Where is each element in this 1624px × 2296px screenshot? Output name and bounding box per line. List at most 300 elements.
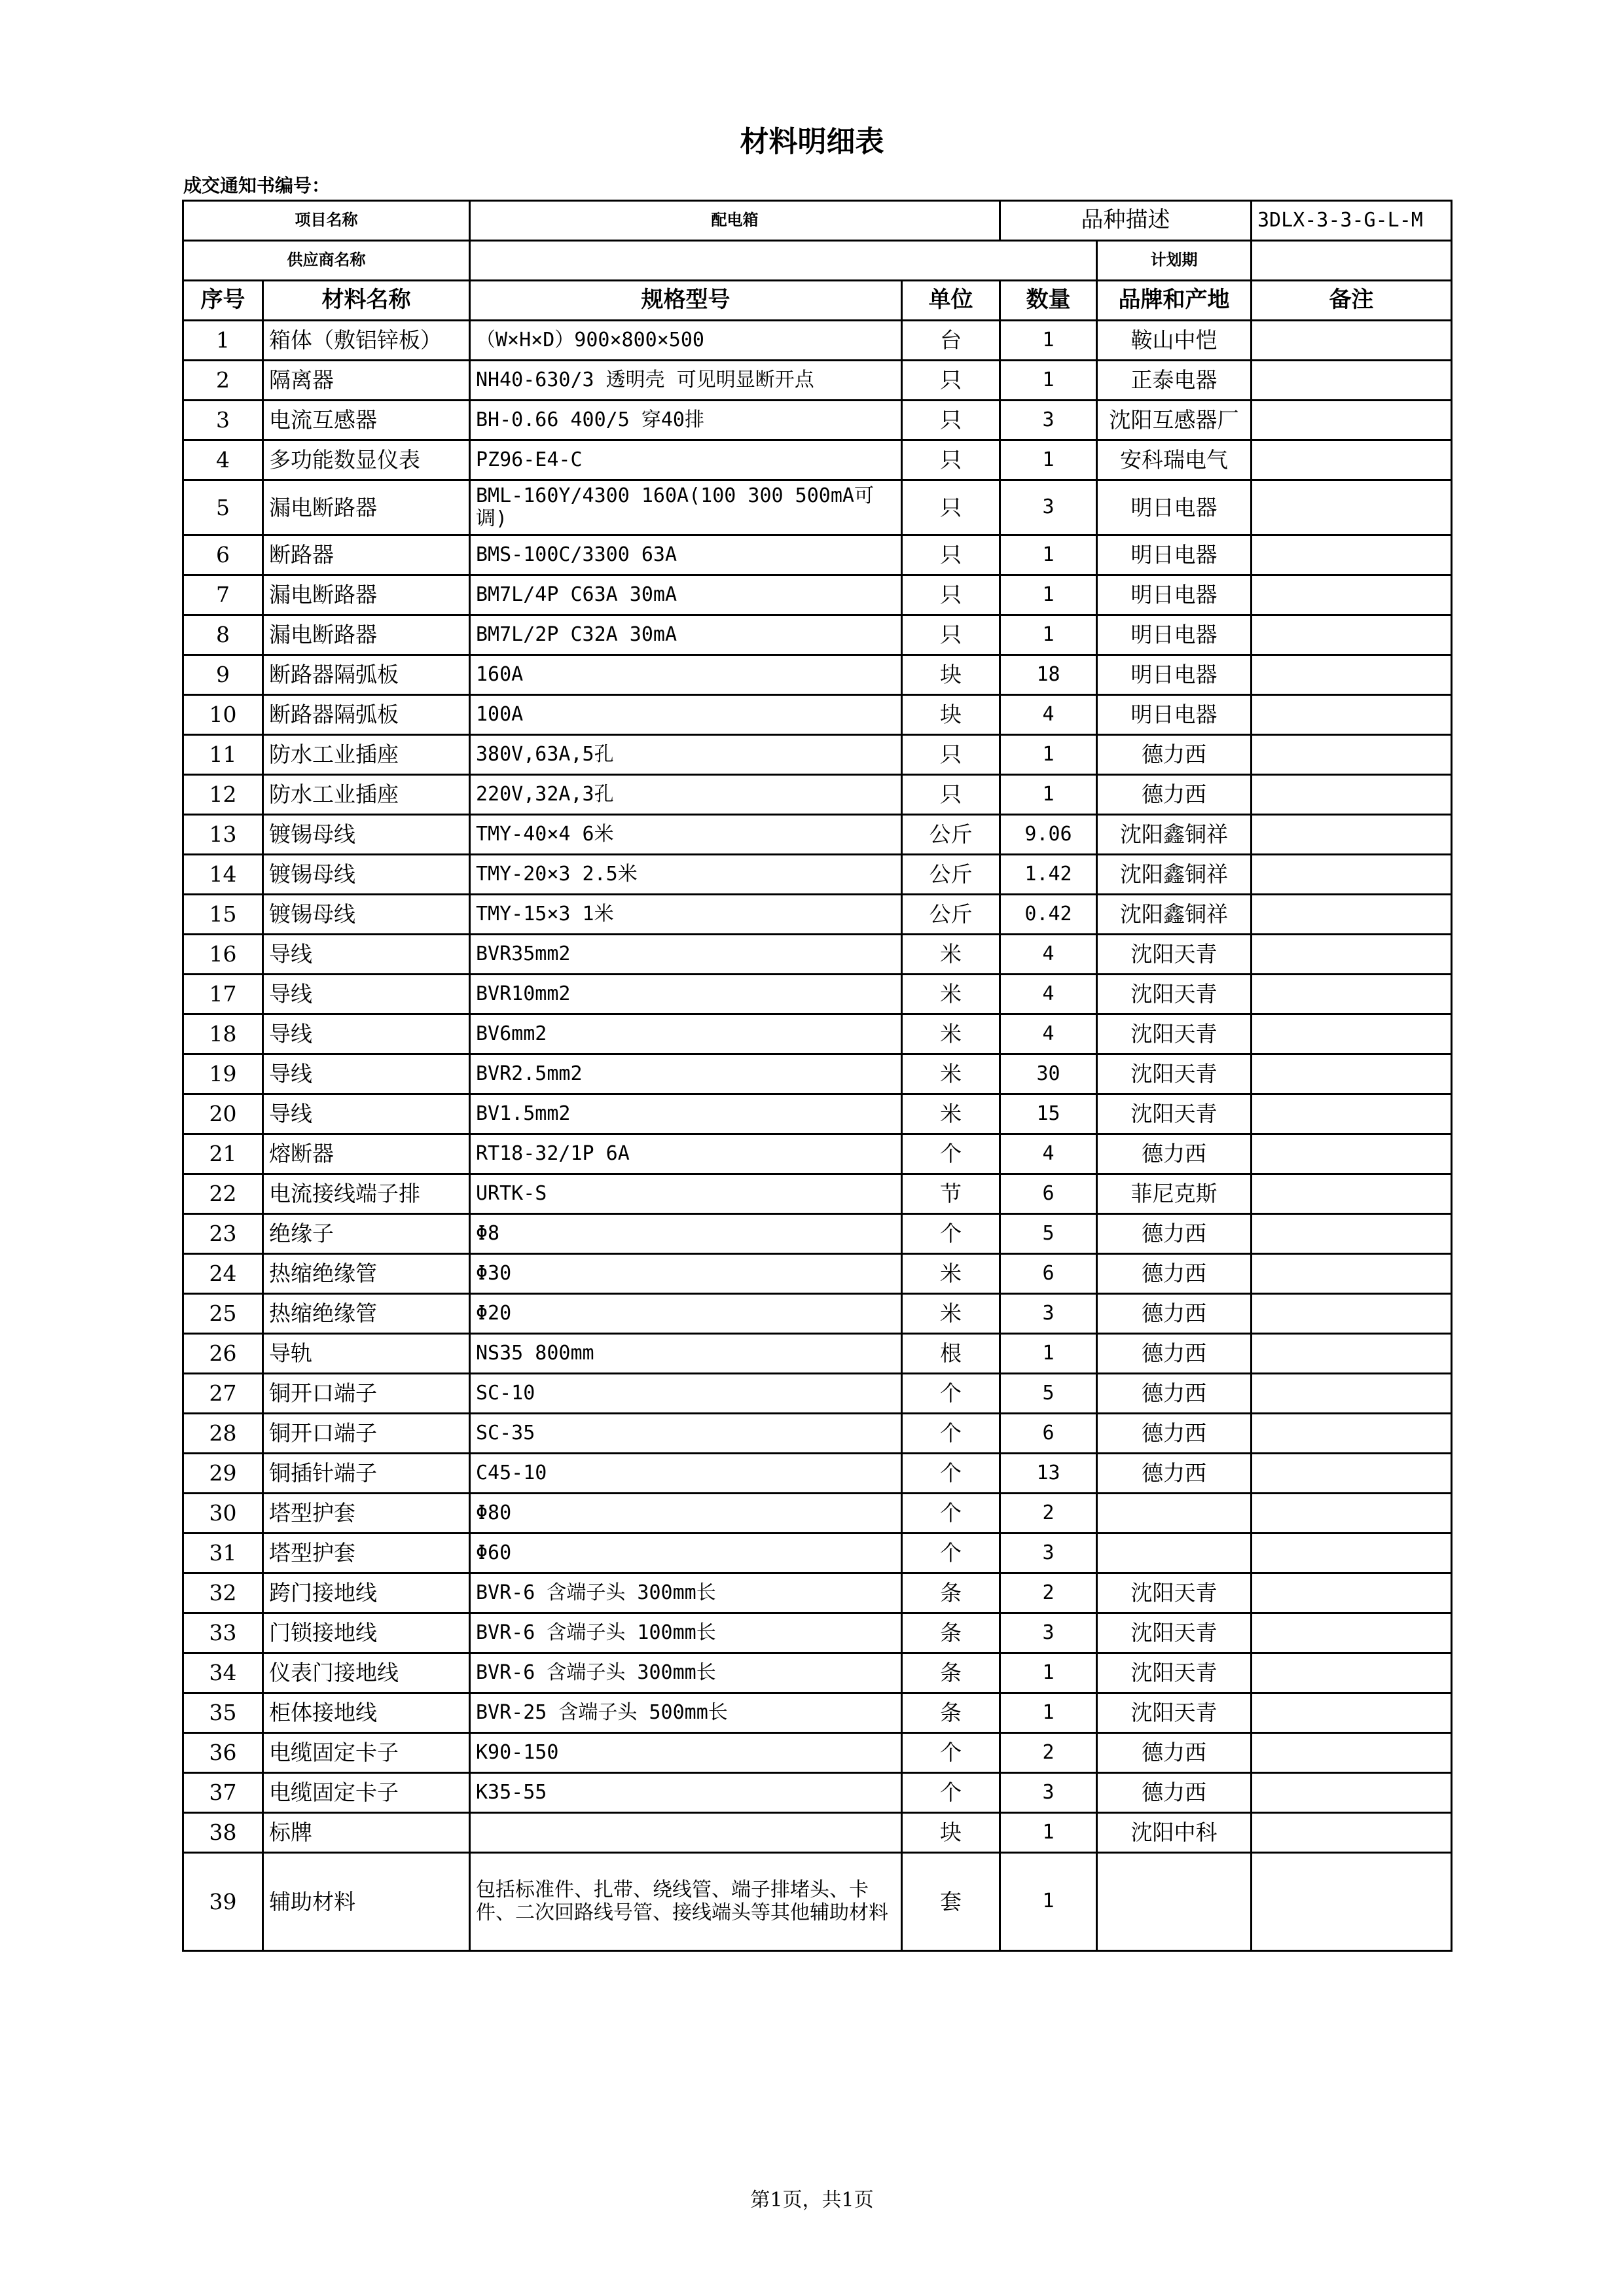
cell-qty: 1 — [1000, 1653, 1097, 1693]
cell-no: 26 — [183, 1334, 263, 1374]
column-header-row — [183, 281, 1452, 321]
table-row — [183, 535, 1452, 575]
supplier-value — [470, 241, 1097, 281]
cell-unit: 米 — [902, 1014, 1000, 1054]
cell-qty: 1.42 — [1000, 855, 1097, 895]
cell-brand: 沈阳天青 — [1097, 1613, 1252, 1653]
cell-brand: 沈阳天青 — [1097, 1573, 1252, 1613]
table-row — [183, 1174, 1452, 1214]
cell-spec: RT18-32/1P 6A — [470, 1134, 902, 1174]
cell-name: 跨门接地线 — [263, 1573, 470, 1613]
table-row — [183, 480, 1452, 535]
cell-qty: 9.06 — [1000, 815, 1097, 855]
cell-no: 10 — [183, 695, 263, 735]
cell-brand: 德力西 — [1097, 1334, 1252, 1374]
cell-spec: BM7L/4P C63A 30mA — [470, 575, 902, 615]
cell-no: 18 — [183, 1014, 263, 1054]
notice-number-label: 成交通知书编号： — [183, 175, 331, 196]
cell-spec: BV1.5mm2 — [470, 1094, 902, 1134]
cell-no: 36 — [183, 1733, 263, 1773]
cell-qty: 4 — [1000, 975, 1097, 1014]
col-header-no: 序号 — [183, 281, 263, 321]
cell-no: 7 — [183, 575, 263, 615]
cell-qty: 6 — [1000, 1414, 1097, 1454]
cell-no: 15 — [183, 895, 263, 935]
cell-brand: 沈阳鑫铜祥 — [1097, 855, 1252, 895]
cell-spec: SC-35 — [470, 1414, 902, 1454]
cell-name: 断路器 — [263, 535, 470, 575]
cell-unit: 根 — [902, 1334, 1000, 1374]
cell-qty: 3 — [1000, 401, 1097, 440]
cell-name: 多功能数显仪表 — [263, 440, 470, 480]
cell-qty: 1 — [1000, 1693, 1097, 1733]
cell-unit: 个 — [902, 1374, 1000, 1414]
table-row — [183, 735, 1452, 775]
table-row — [183, 1534, 1452, 1573]
cell-unit: 公斤 — [902, 895, 1000, 935]
cell-no: 39 — [183, 1853, 263, 1951]
cell-remark — [1252, 695, 1452, 735]
cell-spec: K90-150 — [470, 1733, 902, 1773]
cell-brand — [1097, 1494, 1252, 1534]
table-row — [183, 1094, 1452, 1134]
cell-unit: 只 — [902, 440, 1000, 480]
cell-qty: 1 — [1000, 321, 1097, 361]
cell-unit: 块 — [902, 1813, 1000, 1853]
cell-brand: 菲尼克斯 — [1097, 1174, 1252, 1214]
cell-brand: 德力西 — [1097, 1733, 1252, 1773]
cell-name: 防水工业插座 — [263, 775, 470, 815]
cell-qty: 3 — [1000, 1534, 1097, 1573]
cell-remark — [1252, 1653, 1452, 1693]
table-row — [183, 895, 1452, 935]
cell-remark — [1252, 1294, 1452, 1334]
cell-no: 8 — [183, 615, 263, 655]
cell-qty: 0.42 — [1000, 895, 1097, 935]
cell-spec: BVR-6 含端子头 100mm长 — [470, 1613, 902, 1653]
cell-spec: NH40-630/3 透明壳 可见明显断开点 — [470, 361, 902, 401]
cell-remark — [1252, 935, 1452, 975]
cell-name: 热缩绝缘管 — [263, 1254, 470, 1294]
cell-unit: 公斤 — [902, 855, 1000, 895]
cell-qty: 6 — [1000, 1174, 1097, 1214]
col-header-unit: 单位 — [902, 281, 1000, 321]
cell-name: 导线 — [263, 1014, 470, 1054]
cell-name: 柜体接地线 — [263, 1693, 470, 1733]
cell-no: 20 — [183, 1094, 263, 1134]
cell-name: 导线 — [263, 1094, 470, 1134]
cell-unit: 节 — [902, 1174, 1000, 1214]
cell-spec: BMS-100C/3300 63A — [470, 535, 902, 575]
cell-brand: 明日电器 — [1097, 575, 1252, 615]
cell-unit: 台 — [902, 321, 1000, 361]
cell-brand — [1097, 1534, 1252, 1573]
cell-qty: 3 — [1000, 1773, 1097, 1813]
variety-value: 3DLX-3-3-G-L-M — [1252, 201, 1452, 241]
cell-qty: 3 — [1000, 1613, 1097, 1653]
cell-unit: 公斤 — [902, 815, 1000, 855]
table-row — [183, 440, 1452, 480]
cell-spec: K35-55 — [470, 1773, 902, 1813]
cell-remark — [1252, 895, 1452, 935]
cell-brand: 明日电器 — [1097, 615, 1252, 655]
cell-no: 19 — [183, 1054, 263, 1094]
cell-spec — [470, 1813, 902, 1853]
cell-unit: 套 — [902, 1853, 1000, 1951]
cell-remark — [1252, 1054, 1452, 1094]
cell-spec: NS35 800mm — [470, 1334, 902, 1374]
cell-brand: 沈阳天青 — [1097, 1693, 1252, 1733]
cell-qty: 1 — [1000, 440, 1097, 480]
cell-no: 35 — [183, 1693, 263, 1733]
cell-no: 32 — [183, 1573, 263, 1613]
cell-unit: 条 — [902, 1653, 1000, 1693]
cell-name: 铜开口端子 — [263, 1414, 470, 1454]
cell-remark — [1252, 1254, 1452, 1294]
cell-brand: 沈阳天青 — [1097, 975, 1252, 1014]
cell-no: 24 — [183, 1254, 263, 1294]
table-row — [183, 1014, 1452, 1054]
cell-qty: 4 — [1000, 695, 1097, 735]
cell-no: 22 — [183, 1174, 263, 1214]
cell-brand: 德力西 — [1097, 1454, 1252, 1494]
cell-qty: 1 — [1000, 775, 1097, 815]
table-row — [183, 1254, 1452, 1294]
cell-remark — [1252, 655, 1452, 695]
cell-name: 门锁接地线 — [263, 1613, 470, 1653]
cell-qty: 1 — [1000, 615, 1097, 655]
cell-unit: 米 — [902, 1294, 1000, 1334]
cell-remark — [1252, 1494, 1452, 1534]
table-row — [183, 975, 1452, 1014]
cell-no: 14 — [183, 855, 263, 895]
material-table-body — [183, 201, 1452, 1951]
cell-qty: 1 — [1000, 735, 1097, 775]
cell-unit: 条 — [902, 1613, 1000, 1653]
table-row — [183, 775, 1452, 815]
cell-no: 21 — [183, 1134, 263, 1174]
cell-no: 12 — [183, 775, 263, 815]
cell-unit: 个 — [902, 1733, 1000, 1773]
cell-spec: BVR-6 含端子头 300mm长 — [470, 1573, 902, 1613]
cell-qty: 18 — [1000, 655, 1097, 695]
cell-brand: 沈阳天青 — [1097, 935, 1252, 975]
cell-qty: 2 — [1000, 1573, 1097, 1613]
cell-brand: 明日电器 — [1097, 535, 1252, 575]
cell-no: 34 — [183, 1653, 263, 1693]
project-value: 配电箱 — [470, 201, 1000, 241]
cell-name: 熔断器 — [263, 1134, 470, 1174]
variety-label: 品种描述 — [1000, 201, 1252, 241]
cell-brand: 鞍山中恺 — [1097, 321, 1252, 361]
cell-name: 辅助材料 — [263, 1853, 470, 1951]
cell-qty: 1 — [1000, 535, 1097, 575]
cell-remark — [1252, 1094, 1452, 1134]
cell-name: 塔型护套 — [263, 1534, 470, 1573]
cell-remark — [1252, 535, 1452, 575]
supplier-row — [183, 241, 1452, 281]
cell-remark — [1252, 1534, 1452, 1573]
cell-spec: BV6mm2 — [470, 1014, 902, 1054]
cell-remark — [1252, 855, 1452, 895]
cell-spec: BVR10mm2 — [470, 975, 902, 1014]
col-header-qty: 数量 — [1000, 281, 1097, 321]
cell-remark — [1252, 1813, 1452, 1853]
cell-spec: Φ30 — [470, 1254, 902, 1294]
cell-qty: 4 — [1000, 935, 1097, 975]
cell-name: 电缆固定卡子 — [263, 1773, 470, 1813]
cell-name: 铜插针端子 — [263, 1454, 470, 1494]
cell-brand: 明日电器 — [1097, 655, 1252, 695]
cell-qty: 1 — [1000, 1853, 1097, 1951]
cell-spec: Φ20 — [470, 1294, 902, 1334]
cell-name: 断路器隔弧板 — [263, 695, 470, 735]
cell-qty: 5 — [1000, 1214, 1097, 1254]
cell-spec: 380V,63A,5孔 — [470, 735, 902, 775]
table-row — [183, 1414, 1452, 1454]
table-row — [183, 1334, 1452, 1374]
cell-name: 塔型护套 — [263, 1494, 470, 1534]
col-header-brand: 品牌和产地 — [1097, 281, 1252, 321]
cell-no: 9 — [183, 655, 263, 695]
table-row — [183, 1294, 1452, 1334]
cell-qty: 5 — [1000, 1374, 1097, 1414]
cell-name: 镀锡母线 — [263, 815, 470, 855]
cell-unit: 只 — [902, 480, 1000, 535]
table-row — [183, 815, 1452, 855]
cell-no: 2 — [183, 361, 263, 401]
cell-remark — [1252, 735, 1452, 775]
cell-brand: 德力西 — [1097, 1374, 1252, 1414]
cell-no: 23 — [183, 1214, 263, 1254]
cell-unit: 米 — [902, 935, 1000, 975]
cell-no: 29 — [183, 1454, 263, 1494]
cell-unit: 个 — [902, 1134, 1000, 1174]
table-row — [183, 1733, 1452, 1773]
cell-brand: 明日电器 — [1097, 480, 1252, 535]
cell-brand: 德力西 — [1097, 1294, 1252, 1334]
page-title: 材料明细表 — [740, 125, 884, 158]
cell-remark — [1252, 1134, 1452, 1174]
cell-spec: 包括标准件、扎带、绕线管、端子排堵头、卡件、二次回路线号管、接线端头等其他辅助材料 — [470, 1853, 902, 1951]
table-row — [183, 935, 1452, 975]
cell-remark — [1252, 440, 1452, 480]
cell-remark — [1252, 1414, 1452, 1454]
cell-spec: C45-10 — [470, 1454, 902, 1494]
cell-spec: BVR-6 含端子头 300mm长 — [470, 1653, 902, 1693]
cell-qty: 30 — [1000, 1054, 1097, 1094]
cell-brand: 沈阳天青 — [1097, 1014, 1252, 1054]
cell-brand: 德力西 — [1097, 1414, 1252, 1454]
cell-unit: 个 — [902, 1534, 1000, 1573]
cell-name: 断路器隔弧板 — [263, 655, 470, 695]
cell-name: 电流接线端子排 — [263, 1174, 470, 1214]
cell-unit: 只 — [902, 361, 1000, 401]
table-row — [183, 1374, 1452, 1414]
cell-remark — [1252, 775, 1452, 815]
cell-remark — [1252, 1613, 1452, 1653]
cell-spec: URTK-S — [470, 1174, 902, 1214]
cell-spec: TMY-15×3 1米 — [470, 895, 902, 935]
cell-no: 17 — [183, 975, 263, 1014]
cell-brand: 沈阳天青 — [1097, 1054, 1252, 1094]
table-row — [183, 1134, 1452, 1174]
cell-spec: 100A — [470, 695, 902, 735]
cell-spec: Φ60 — [470, 1534, 902, 1573]
col-header-spec: 规格型号 — [470, 281, 902, 321]
cell-spec: （W×H×D）900×800×500 — [470, 321, 902, 361]
cell-remark — [1252, 1334, 1452, 1374]
cell-remark — [1252, 615, 1452, 655]
cell-name: 电缆固定卡子 — [263, 1733, 470, 1773]
cell-name: 镀锡母线 — [263, 855, 470, 895]
cell-unit: 块 — [902, 655, 1000, 695]
project-label: 项目名称 — [183, 201, 470, 241]
cell-qty: 4 — [1000, 1134, 1097, 1174]
cell-no: 1 — [183, 321, 263, 361]
cell-no: 33 — [183, 1613, 263, 1653]
cell-brand: 正泰电器 — [1097, 361, 1252, 401]
cell-no: 30 — [183, 1494, 263, 1534]
cell-unit: 条 — [902, 1573, 1000, 1613]
cell-spec: Φ8 — [470, 1214, 902, 1254]
page-footer: 第1页，共1页 — [750, 2189, 874, 2212]
cell-brand: 沈阳鑫铜祥 — [1097, 815, 1252, 855]
cell-no: 27 — [183, 1374, 263, 1414]
cell-name: 绝缘子 — [263, 1214, 470, 1254]
cell-qty: 15 — [1000, 1094, 1097, 1134]
cell-remark — [1252, 1773, 1452, 1813]
cell-unit: 个 — [902, 1494, 1000, 1534]
table-row — [183, 321, 1452, 361]
cell-qty: 4 — [1000, 1014, 1097, 1054]
cell-unit: 米 — [902, 975, 1000, 1014]
plan-value — [1252, 241, 1452, 281]
cell-remark — [1252, 401, 1452, 440]
cell-unit: 只 — [902, 575, 1000, 615]
cell-name: 电流互感器 — [263, 401, 470, 440]
col-header-name: 材料名称 — [263, 281, 470, 321]
cell-no: 16 — [183, 935, 263, 975]
cell-brand: 德力西 — [1097, 775, 1252, 815]
cell-remark — [1252, 1573, 1452, 1613]
cell-qty: 2 — [1000, 1733, 1097, 1773]
cell-unit: 只 — [902, 615, 1000, 655]
table-row — [183, 361, 1452, 401]
cell-no: 13 — [183, 815, 263, 855]
cell-unit: 条 — [902, 1693, 1000, 1733]
cell-no: 28 — [183, 1414, 263, 1454]
cell-spec: BML-160Y/4300 160A(100 300 500mA可调) — [470, 480, 902, 535]
cell-brand: 沈阳互感器厂 — [1097, 401, 1252, 440]
cell-name: 热缩绝缘管 — [263, 1294, 470, 1334]
cell-qty: 1 — [1000, 1334, 1097, 1374]
col-header-remark: 备注 — [1252, 281, 1452, 321]
cell-qty: 3 — [1000, 480, 1097, 535]
table-row — [183, 1693, 1452, 1733]
cell-remark — [1252, 361, 1452, 401]
cell-name: 漏电断路器 — [263, 615, 470, 655]
table-row — [183, 401, 1452, 440]
cell-spec: BH-0.66 400/5 穿40排 — [470, 401, 902, 440]
table-row — [183, 1454, 1452, 1494]
cell-no: 4 — [183, 440, 263, 480]
table-row — [183, 615, 1452, 655]
cell-brand — [1097, 1853, 1252, 1951]
table-row — [183, 1813, 1452, 1853]
cell-unit: 米 — [902, 1254, 1000, 1294]
table-row — [183, 855, 1452, 895]
table-row — [183, 1653, 1452, 1693]
cell-remark — [1252, 1374, 1452, 1414]
cell-remark — [1252, 1174, 1452, 1214]
table-row — [183, 1054, 1452, 1094]
cell-brand: 沈阳中科 — [1097, 1813, 1252, 1853]
table-row — [183, 1214, 1452, 1254]
cell-name: 导线 — [263, 1054, 470, 1094]
table-row — [183, 575, 1452, 615]
cell-name: 导轨 — [263, 1334, 470, 1374]
cell-no: 6 — [183, 535, 263, 575]
cell-spec: TMY-20×3 2.5米 — [470, 855, 902, 895]
cell-remark — [1252, 975, 1452, 1014]
cell-unit: 米 — [902, 1094, 1000, 1134]
cell-no: 31 — [183, 1534, 263, 1573]
cell-name: 镀锡母线 — [263, 895, 470, 935]
cell-no: 37 — [183, 1773, 263, 1813]
table-row — [183, 655, 1452, 695]
cell-remark — [1252, 1693, 1452, 1733]
project-row — [183, 201, 1452, 241]
cell-spec: SC-10 — [470, 1374, 902, 1414]
cell-remark — [1252, 1454, 1452, 1494]
cell-name: 隔离器 — [263, 361, 470, 401]
table-row — [183, 1613, 1452, 1653]
cell-remark — [1252, 1853, 1452, 1951]
cell-unit: 个 — [902, 1214, 1000, 1254]
cell-unit: 只 — [902, 735, 1000, 775]
cell-spec: BVR2.5mm2 — [470, 1054, 902, 1094]
cell-remark — [1252, 575, 1452, 615]
cell-brand: 德力西 — [1097, 1254, 1252, 1294]
cell-no: 11 — [183, 735, 263, 775]
cell-spec: BVR35mm2 — [470, 935, 902, 975]
cell-remark — [1252, 321, 1452, 361]
cell-remark — [1252, 1014, 1452, 1054]
cell-spec: BM7L/2P C32A 30mA — [470, 615, 902, 655]
cell-brand: 明日电器 — [1097, 695, 1252, 735]
cell-name: 箱体（敷铝锌板） — [263, 321, 470, 361]
cell-unit: 只 — [902, 535, 1000, 575]
table-row — [183, 695, 1452, 735]
cell-name: 导线 — [263, 975, 470, 1014]
cell-name: 防水工业插座 — [263, 735, 470, 775]
cell-brand: 沈阳鑫铜祥 — [1097, 895, 1252, 935]
cell-qty: 1 — [1000, 575, 1097, 615]
supplier-label: 供应商名称 — [183, 241, 470, 281]
cell-spec: PZ96-E4-C — [470, 440, 902, 480]
cell-brand: 沈阳天青 — [1097, 1094, 1252, 1134]
cell-spec: 220V,32A,3孔 — [470, 775, 902, 815]
cell-name: 导线 — [263, 935, 470, 975]
cell-spec: Φ80 — [470, 1494, 902, 1534]
cell-qty: 6 — [1000, 1254, 1097, 1294]
cell-qty: 1 — [1000, 1813, 1097, 1853]
plan-label: 计划期 — [1097, 241, 1252, 281]
cell-name: 仪表门接地线 — [263, 1653, 470, 1693]
cell-no: 5 — [183, 480, 263, 535]
cell-name: 标牌 — [263, 1813, 470, 1853]
